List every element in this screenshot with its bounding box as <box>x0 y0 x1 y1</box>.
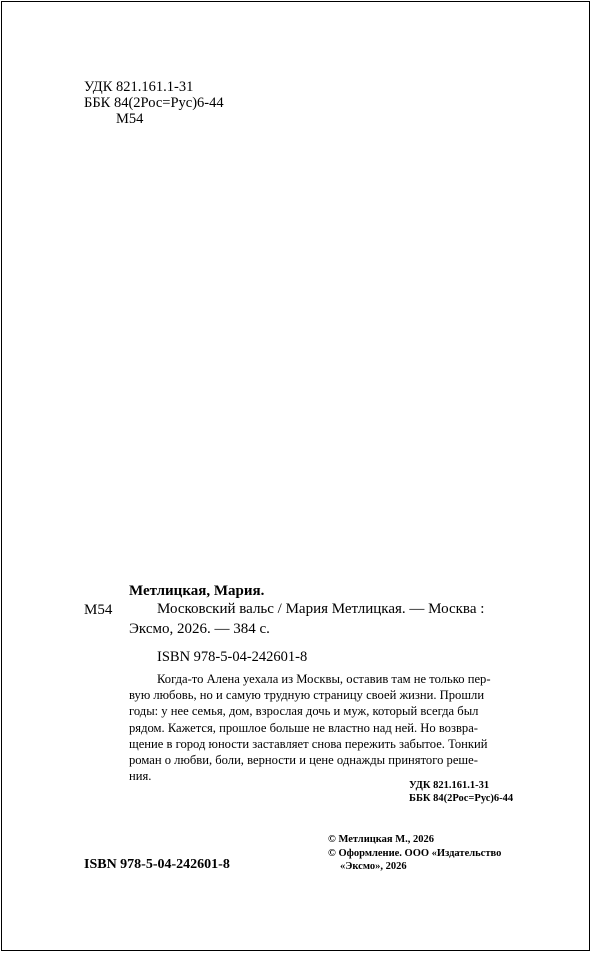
copyright-author: © Метлицкая М., 2026 <box>328 834 435 845</box>
bottom-udk: УДК 821.161.1-31 <box>409 780 490 791</box>
record-sign: М54 <box>84 602 113 618</box>
footer-isbn: ISBN 978-5-04-242601-8 <box>84 857 230 872</box>
annotation-line: Когда-то Алена уехала из Москвы, оставив там не только пер- <box>157 672 491 686</box>
record-title-line-1: Московский вальс / Мария Метлицкая. — Москва : <box>157 601 485 617</box>
bottom-bbk: ББК 84(2Рос=Рус)6-44 <box>409 793 514 804</box>
annotation-line: ния. <box>129 769 152 784</box>
copyright-design: © Оформление. ООО «Издательство <box>328 847 502 859</box>
classification-block <box>84 79 224 127</box>
udk-code: УДК 821.161.1-31 <box>84 79 194 95</box>
author-sign: М54 <box>116 111 144 127</box>
record-author: Метлицкая, Мария. <box>129 583 265 599</box>
page-frame <box>1 1 590 951</box>
copyright-design-continued: «Эксмо», 2026 <box>340 861 407 872</box>
copyright-block <box>328 833 501 874</box>
annotation <box>129 671 529 784</box>
record-isbn: ISBN 978-5-04-242601-8 <box>157 649 308 665</box>
annotation-line: рядом. Кажется, прошлое больше не властно над ней. Но возвра- <box>129 720 478 735</box>
annotation-line: вую любовь, но и самую трудную страницу своей жизни. Прошли <box>129 688 485 703</box>
annotation-line: годы: у нее семья, дом, взрослая дочь и муж, который всегда был <box>129 704 479 719</box>
bbk-code: ББК 84(2Рос=Рус)6-44 <box>84 95 224 111</box>
annotation-line: роман о любви, боли, верности и цене однажды принятого реше- <box>129 753 478 768</box>
bottom-classification <box>409 779 513 805</box>
record-title-line-2: Эксмо, 2026. — 384 с. <box>129 621 270 637</box>
annotation-line: щение в город юности заставляет снова пережить забытое. Тонкий <box>129 736 488 751</box>
